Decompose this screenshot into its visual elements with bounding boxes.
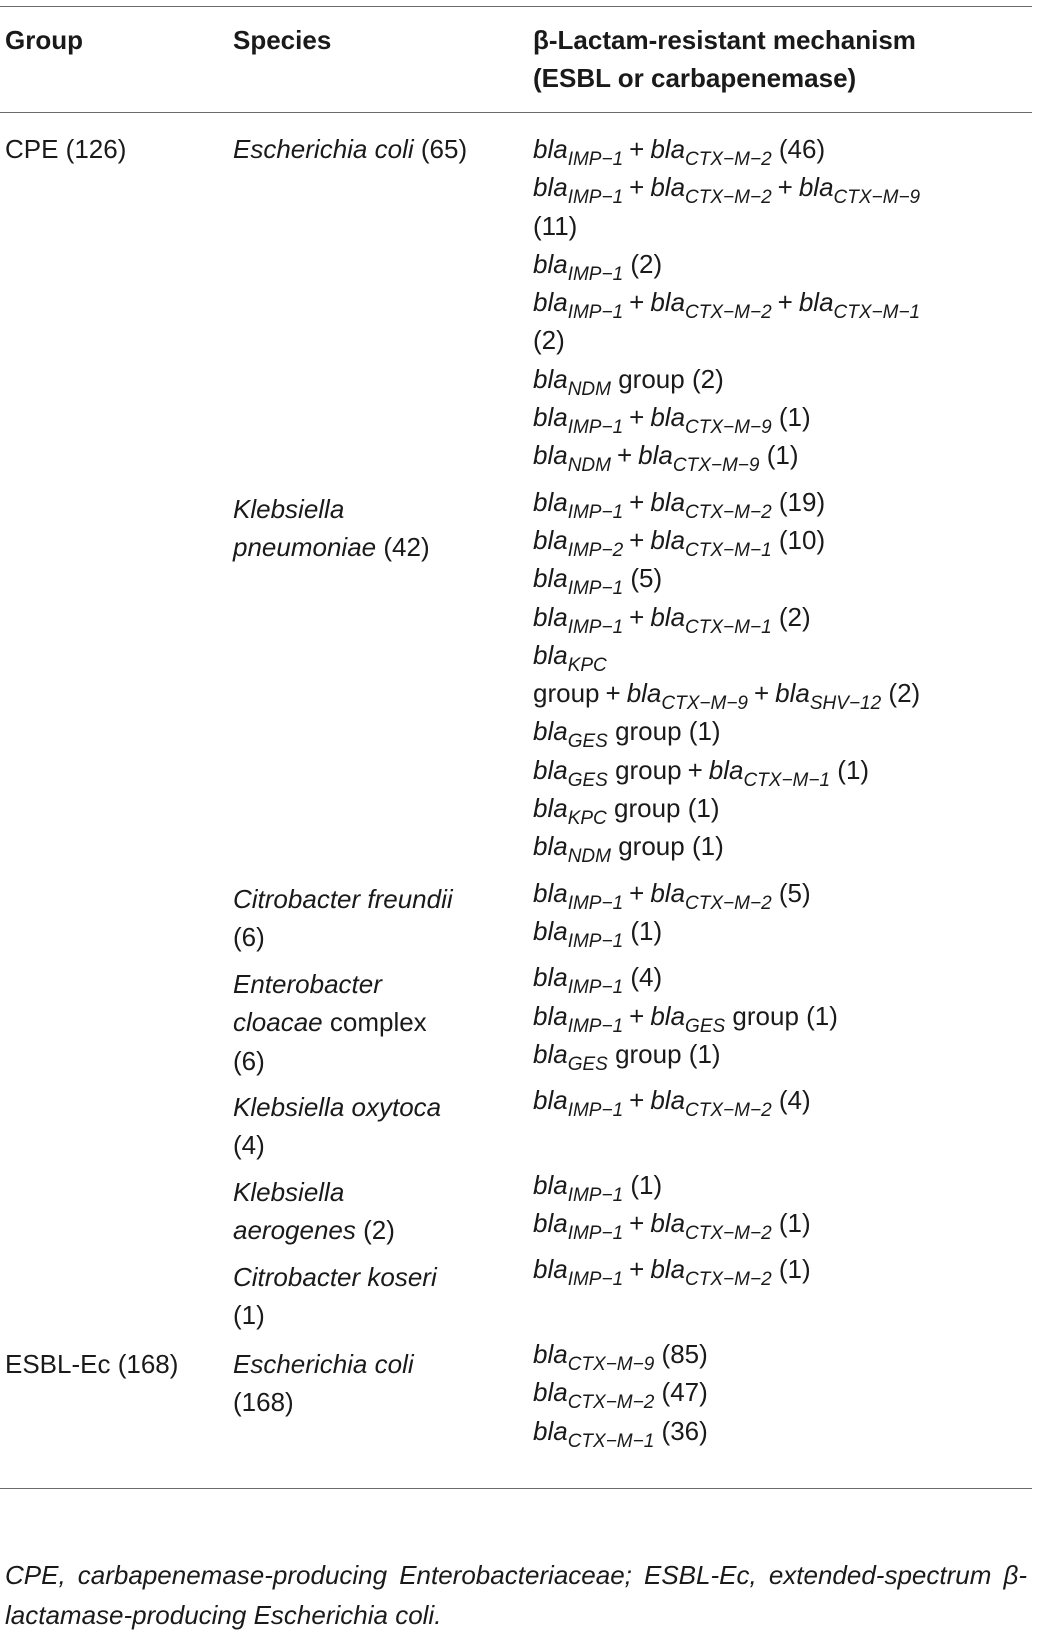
header-species: Species xyxy=(233,25,332,55)
table-footnote: CPE, carbapenemase-producing Enterobacteriaceae; ESBL-Ec, extended-spectrum β-lactamase-producing Escherichia coli. xyxy=(5,1560,1027,1630)
mechanism-row: bla$_{IMP-1}$ + bla$_{CTX-M-2}$ (46) xyxy=(533,134,826,170)
mechanism-row: bla$_{IMP-1}$ + bla$_{GES}$ group (1) xyxy=(533,1000,838,1037)
mechanism-row: bla$_{NDM}$ group (2) xyxy=(533,363,724,400)
mechanism-row: bla$_{KPC}$ group (1) xyxy=(533,793,720,830)
species-k-aerogenes: Klebsiella aerogenes (2) xyxy=(233,1177,395,1246)
mechanism-row: bla$_{CTX-M-9}$ (85) xyxy=(533,1338,708,1375)
mechanism-row: bla$_{GES}$ group (1) xyxy=(533,1038,721,1075)
group-cpe: CPE (126) xyxy=(5,134,127,164)
species-k-pneumoniae: Klebsiella pneumoniae (42) xyxy=(233,494,430,563)
mechanism-row: bla$_{IMP-1}$ + bla$_{CTX-M-1}$ (2) xyxy=(533,601,811,638)
mechanism-row: bla$_{GES}$ group (1) xyxy=(533,716,721,753)
mechanism-row-count: (2) xyxy=(533,325,565,356)
mechanism-row: bla$_{IMP-1}$ (5) xyxy=(533,563,663,600)
mechanism-row: bla$_{GES}$ group + bla$_{CTX-M-1}$ (1) xyxy=(533,754,870,791)
mechanism-row: bla$_{IMP-1}$ + bla$_{CTX-M-2}$ + bla$_{CTX-M-1}$ xyxy=(533,287,921,324)
mechanism-row: bla$_{IMP-1}$ + bla$_{CTX-M-2}$ (1) xyxy=(533,1254,811,1291)
header-mechanism xyxy=(533,21,916,97)
top-rule xyxy=(0,6,1032,7)
mechanism-row: bla$_{IMP-1}$ + bla$_{CTX-M-2}$ (4) xyxy=(533,1085,811,1122)
mechanism-row: bla$_{IMP-1}$ + bla$_{CTX-M-2}$ (19) xyxy=(533,486,826,523)
mechanism-row: bla$_{IMP-2}$ + bla$_{CTX-M-1}$ (10) xyxy=(533,524,826,561)
mechanism-row: bla$_{IMP-1}$ (1) xyxy=(533,915,663,952)
mechanism-row: bla$_{NDM}$ group (1) xyxy=(533,831,724,868)
mechanism-row: bla$_{NDM}$ + bla$_{CTX-M-9}$ (1) xyxy=(533,440,799,477)
mechanism-row: bla$_{CTX-M-2}$ (47) xyxy=(533,1377,708,1414)
mechanism-row: bla$_{IMP-1}$ (2) xyxy=(533,248,663,285)
mechanism-row: group + bla$_{CTX-M-9}$ + bla$_{SHV-12}$ (2) xyxy=(533,678,921,715)
mechanism-row: bla$_{IMP-1}$ (4) xyxy=(533,962,663,999)
mechanism-row: bla$_{IMP-1}$ + bla$_{CTX-M-2}$ (1) xyxy=(533,1208,811,1245)
header-mechanism-line1: β-Lactam-resistant mechanism xyxy=(533,25,916,55)
species-c-koseri: Citrobacter koseri (1) xyxy=(233,1262,437,1331)
bottom-rule xyxy=(0,1488,1032,1489)
mechanism-row: bla$_{KPC}$ xyxy=(533,639,607,676)
mechanism-row: bla$_{IMP-1}$ + bla$_{CTX-M-2}$ (5) xyxy=(533,877,811,914)
mechanism-row: bla$_{CTX-M-1}$ (36) xyxy=(533,1415,708,1452)
header-mechanism-line2: (ESBL or carbapenemase) xyxy=(533,63,857,93)
mechanism-row: bla$_{IMP-1}$ + bla$_{CTX-M-9}$ (1) xyxy=(533,402,811,439)
species-c-freundii: Citrobacter freundii (6) xyxy=(233,884,453,953)
species-ecoli-cpe: Escherichia coli (65) xyxy=(233,134,468,164)
species-e-cloacae: Enterobacter cloacae complex (6) xyxy=(233,969,427,1076)
mechanism-row-count: (11) xyxy=(533,210,578,241)
mechanism-row: bla$_{IMP-1}$ + bla$_{CTX-M-2}$ + bla$_{CTX-M-9}$ xyxy=(533,172,921,209)
header-group: Group xyxy=(5,25,83,55)
header-rule xyxy=(0,112,1032,113)
species-k-oxytoca: Klebsiella oxytoca (4) xyxy=(233,1092,442,1161)
mechanism-row: bla$_{IMP-1}$ (1) xyxy=(533,1169,663,1206)
mechanism-column xyxy=(533,130,920,1450)
species-ecoli-esbl: Escherichia coli (168) xyxy=(233,1349,414,1418)
group-esbl: ESBL-Ec (168) xyxy=(5,1349,179,1379)
